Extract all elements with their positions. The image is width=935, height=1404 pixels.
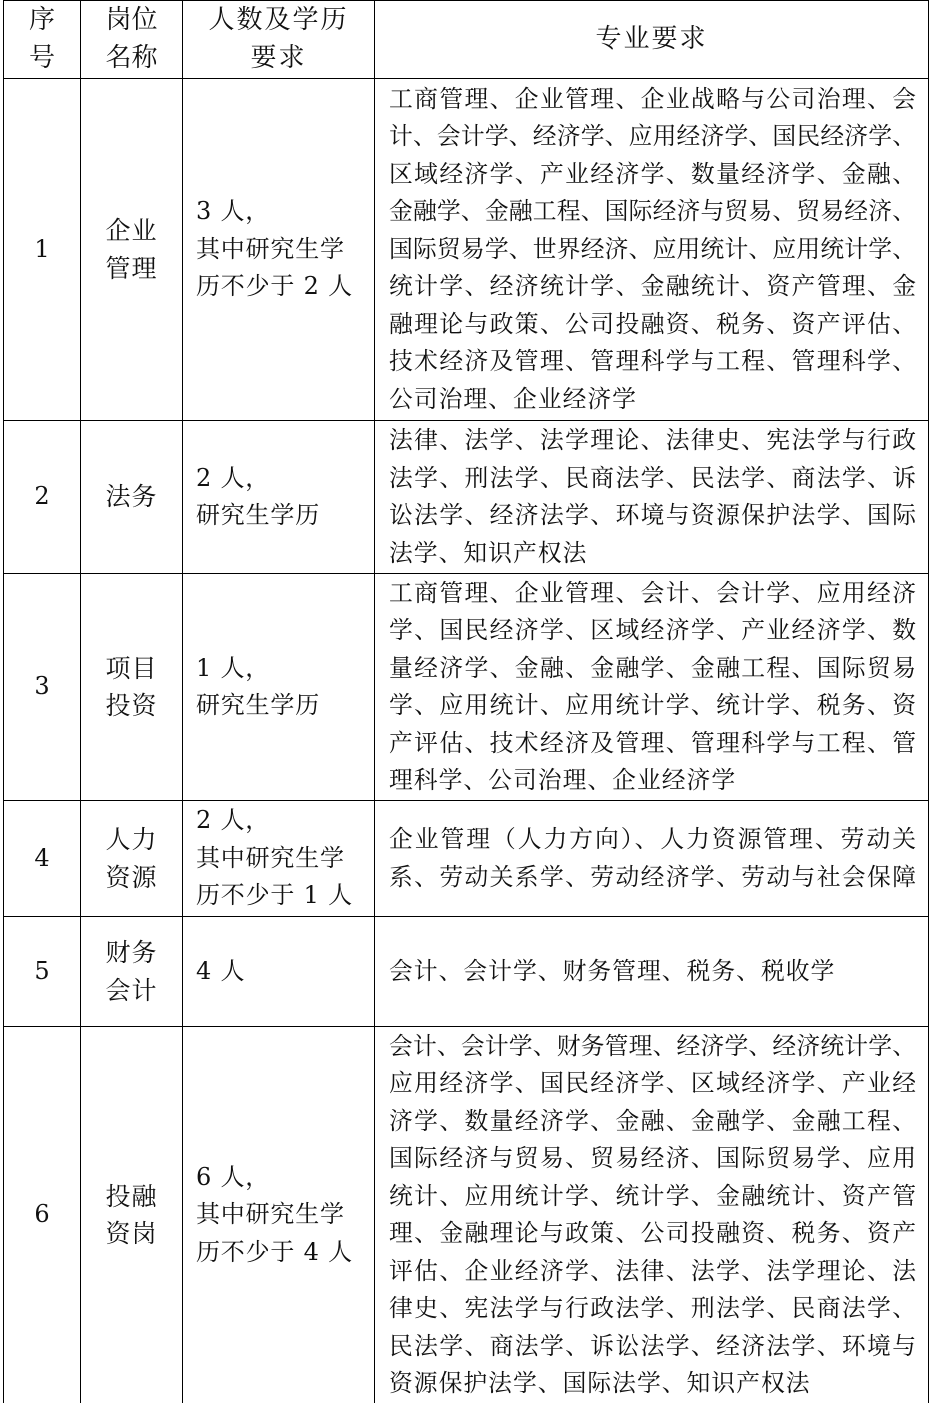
specialty-line: 产评估、技术经济及管理、管理科学与工程、管: [389, 728, 916, 757]
specialty-line: 法学、知识产权法: [389, 538, 588, 567]
position-name-line: 项目: [105, 653, 158, 683]
specialty-cell: [375, 79, 929, 421]
position-cell: [81, 574, 183, 801]
position-cell: [81, 801, 183, 917]
count-education-line: 4 人: [196, 956, 246, 985]
specialty-line: 公司治理、企业经济学: [389, 384, 637, 413]
job-requirements-table: [3, 0, 929, 1403]
seq-cell: [4, 79, 81, 421]
specialty-line: 国际贸易学、世界经济、应用统计、应用统计学、: [389, 234, 916, 263]
seq-number: 2: [34, 482, 50, 511]
header-position: [81, 1, 183, 79]
seq-number: 1: [34, 234, 50, 263]
specialty-line: 统计学、经济统计学、金融统计、资产管理、金: [389, 272, 916, 301]
position-cell: [81, 917, 183, 1027]
specialty-line: 国际经济与贸易、贸易经济、国际贸易学、应用: [389, 1144, 916, 1172]
header-position-line: 名称: [105, 42, 158, 73]
specialty-line: 资源保护法学、国际法学、知识产权法: [389, 1369, 811, 1397]
position-name-line: 投资: [105, 691, 158, 720]
specialty-line: 会计、会计学、财务管理、税务、税收学: [389, 956, 836, 985]
count-education-line: 其中研究生学: [196, 1200, 345, 1229]
count-education-cell: [183, 421, 375, 574]
specialty-cell: [375, 801, 929, 917]
position-name-line: 投融: [105, 1181, 158, 1211]
specialty-line: 济学、数量经济学、金融、金融学、金融工程、: [389, 1106, 916, 1135]
seq-cell: [4, 1027, 81, 1403]
position-name-line: 资岗: [105, 1219, 158, 1248]
count-education-line: 2 人，: [196, 463, 271, 492]
header-count-education-line: 人数及学历: [208, 5, 349, 35]
header-seq: [4, 1, 81, 79]
specialty-line: 计、会计学、经济学、应用经济学、国民经济学、: [389, 122, 916, 151]
specialty-line: 区域经济学、产业经济学、数量经济学、金融、: [389, 159, 916, 188]
specialty-line: 工商管理、企业管理、企业战略与公司治理、会: [389, 84, 916, 113]
specialty-cell: [375, 917, 929, 1027]
header-seq-line: 号: [28, 42, 55, 73]
seq-number: 6: [34, 1200, 50, 1229]
specialty-line: 企业管理（人力方向）、人力资源管理、劳动关: [389, 825, 916, 853]
header-count-education-line: 要求: [250, 42, 307, 73]
count-education-line: 历不少于 4 人: [196, 1237, 353, 1266]
position-name-line: 会计: [105, 975, 158, 1005]
position-cell: [81, 421, 183, 574]
specialty-line: 应用经济学、国民经济学、区域经济学、产业经: [389, 1069, 916, 1097]
specialty-cell: [375, 574, 929, 801]
position-cell: [81, 1027, 183, 1403]
specialty-line: 融理论与政策、公司投融资、税务、资产评估、: [389, 309, 916, 338]
header-specialty: [375, 1, 929, 79]
specialty-line: 评估、企业经济学、法律、法学、法学理论、法: [389, 1256, 916, 1285]
count-education-cell: [183, 79, 375, 421]
specialty-cell: [375, 421, 929, 574]
specialty-line: 法律、法学、法学理论、法律史、宪法学与行政: [389, 426, 916, 454]
count-education-cell: [183, 801, 375, 917]
count-education-line: 6 人，: [196, 1162, 271, 1191]
specialty-line: 统计、应用统计学、统计学、金融统计、资产管: [389, 1181, 916, 1210]
count-education-line: 其中研究生学: [196, 234, 345, 263]
count-education-cell: [183, 574, 375, 801]
count-education-line: 2 人，: [196, 806, 271, 835]
position-name-line: 人力: [105, 825, 158, 854]
seq-cell: [4, 574, 81, 801]
position-name-line: 法务: [105, 482, 158, 512]
specialty-line: 民法学、商法学、诉讼法学、经济法学、环境与: [389, 1331, 916, 1360]
count-education-line: 研究生学历: [196, 691, 320, 719]
position-name-line: 财务: [105, 938, 158, 967]
count-education-line: 其中研究生学: [196, 843, 345, 872]
count-education-line: 历不少于 2 人: [196, 272, 353, 301]
specialty-line: 理、金融理论与政策、公司投融资、税务、资产: [389, 1219, 916, 1247]
count-education-line: 历不少于 1 人: [196, 881, 353, 910]
count-education-cell: [183, 917, 375, 1027]
count-education-line: 3 人，: [196, 197, 271, 226]
header-count-education: [183, 1, 375, 79]
seq-number: 3: [34, 672, 50, 701]
specialty-line: 量经济学、金融、金融学、金融工程、国际贸易: [389, 653, 916, 682]
seq-cell: [4, 801, 81, 917]
specialty-line: 讼法学、经济法学、环境与资源保护法学、国际: [389, 501, 916, 529]
specialty-line: 理科学、公司治理、企业经济学: [389, 766, 737, 794]
position-name-line: 资源: [105, 862, 158, 892]
specialty-line: 技术经济及管理、管理科学与工程、管理科学、: [389, 347, 916, 376]
position-name-line: 企业: [105, 216, 158, 245]
header-specialty-label: 专业要求: [595, 23, 708, 54]
specialty-line: 金融学、金融工程、国际经济与贸易、贸易经济、: [389, 197, 916, 226]
count-education-line: 研究生学历: [196, 501, 320, 529]
count-education-cell: [183, 1027, 375, 1403]
seq-number: 4: [34, 843, 50, 872]
specialty-line: 系、劳动关系学、劳动经济学、劳动与社会保障: [389, 862, 916, 891]
specialty-line: 学、应用统计、应用统计学、统计学、税务、资: [389, 691, 916, 719]
specialty-cell: [375, 1027, 929, 1403]
specialty-line: 法学、刑法学、民商法学、民法学、商法学、诉: [389, 463, 916, 492]
seq-number: 5: [34, 956, 50, 985]
seq-cell: [4, 917, 81, 1027]
seq-cell: [4, 421, 81, 574]
header-seq-line: 序: [28, 5, 55, 35]
specialty-line: 学、国民经济学、区域经济学、产业经济学、数: [389, 616, 916, 644]
header-position-line: 岗位: [105, 5, 158, 35]
count-education-line: 1 人，: [196, 653, 271, 682]
specialty-line: 会计、会计学、财务管理、经济学、经济统计学、: [389, 1031, 916, 1060]
position-name-line: 管理: [105, 253, 158, 283]
specialty-line: 律史、宪法学与行政法学、刑法学、民商法学、: [389, 1294, 916, 1322]
specialty-line: 工商管理、企业管理、会计、会计学、应用经济: [389, 578, 916, 607]
position-cell: [81, 79, 183, 421]
